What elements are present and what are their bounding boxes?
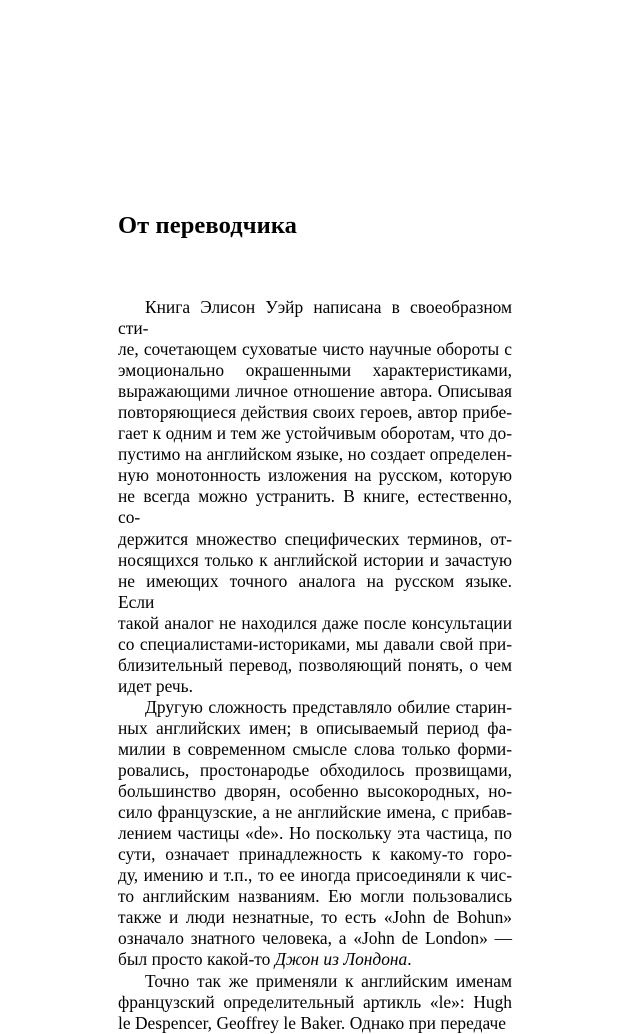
text-line: то английским названиям. Ею могли пользовались (118, 886, 512, 907)
text-line: также и люди незнатные, то есть «John de Bohun» (118, 907, 512, 928)
text-line: Другую сложность представляло обилие старин- (145, 696, 512, 717)
paragraph-3 (118, 971, 512, 1034)
text-line: лением частицы «de». Но поскольку эта частица, по (118, 823, 512, 844)
text-line: означало знатного человека, а «John de London» — (118, 928, 512, 949)
text-line: французский определительный артикль «le»: Hugh (118, 991, 512, 1012)
text-line: носящихся только к английской истории и зачастую (118, 549, 512, 570)
text-line: ле, сочетающем суховатые чисто научные обороты с (118, 339, 512, 360)
text-column (118, 212, 512, 1034)
text-line: ную монотонность изложения на русском, которую (118, 465, 512, 486)
text-line: не имеющих точного аналога на русском языке. Если (118, 570, 512, 612)
paragraph-2 (118, 697, 512, 971)
text-line: не всегда можно устранить. В книге, естественно, со- (118, 486, 512, 528)
text-line: держится множество специфических терминов, от- (118, 528, 512, 549)
paragraph-1 (118, 297, 512, 697)
text-line: со специалистами-историками, мы давали свой при- (118, 633, 512, 654)
page-title: От переводчика (118, 212, 298, 239)
text-line: такой аналог не находился даже после консультации (118, 612, 512, 633)
text-line: сути, означает принадлежность к какому-то горо- (118, 844, 512, 865)
text-line: близительный перевод, позволяющий понять, о чем (118, 654, 512, 675)
text-line: выражающими личное отношение автора. Описывая (118, 381, 512, 402)
text-line: Книга Элисон Уэйр написана в своеобразном сти- (118, 297, 512, 339)
text-line: ду, имению и т.п., то ее иногда присоединяли к чис- (118, 865, 512, 886)
text-line: идет речь. (118, 675, 193, 696)
body-text (118, 297, 512, 1034)
text-line: пустимо на английском языке, но создает определен- (118, 444, 512, 465)
text-line: сило французские, а не английские имена, с прибав- (118, 802, 512, 823)
text-line: ных английских имен; в описываемый период фа- (118, 717, 512, 738)
text-line: большинство дворян, особенно высокородных, но- (118, 781, 512, 802)
text-line: повторяющиеся действия своих героев, автор прибе- (118, 402, 512, 423)
italic-phrase: Джон из Лондона (274, 949, 408, 970)
text-line: ровались, простонародье обходилось прозвищами, (118, 760, 512, 781)
text-line: гает к одним и тем же устойчивым оборотам, что до- (118, 423, 512, 444)
text-line: Точно так же применяли к английским именам (145, 970, 512, 991)
text-line-with-italic: был просто какой-то Джон из Лондона. (118, 949, 412, 970)
text-line: милии в современном смысле слова только форми- (118, 738, 512, 759)
text-line: эмоционально окрашенными характеристиками, (118, 360, 512, 381)
text-line: le Despencer, Geoffrey le Baker. Однако при передаче (118, 1012, 506, 1033)
